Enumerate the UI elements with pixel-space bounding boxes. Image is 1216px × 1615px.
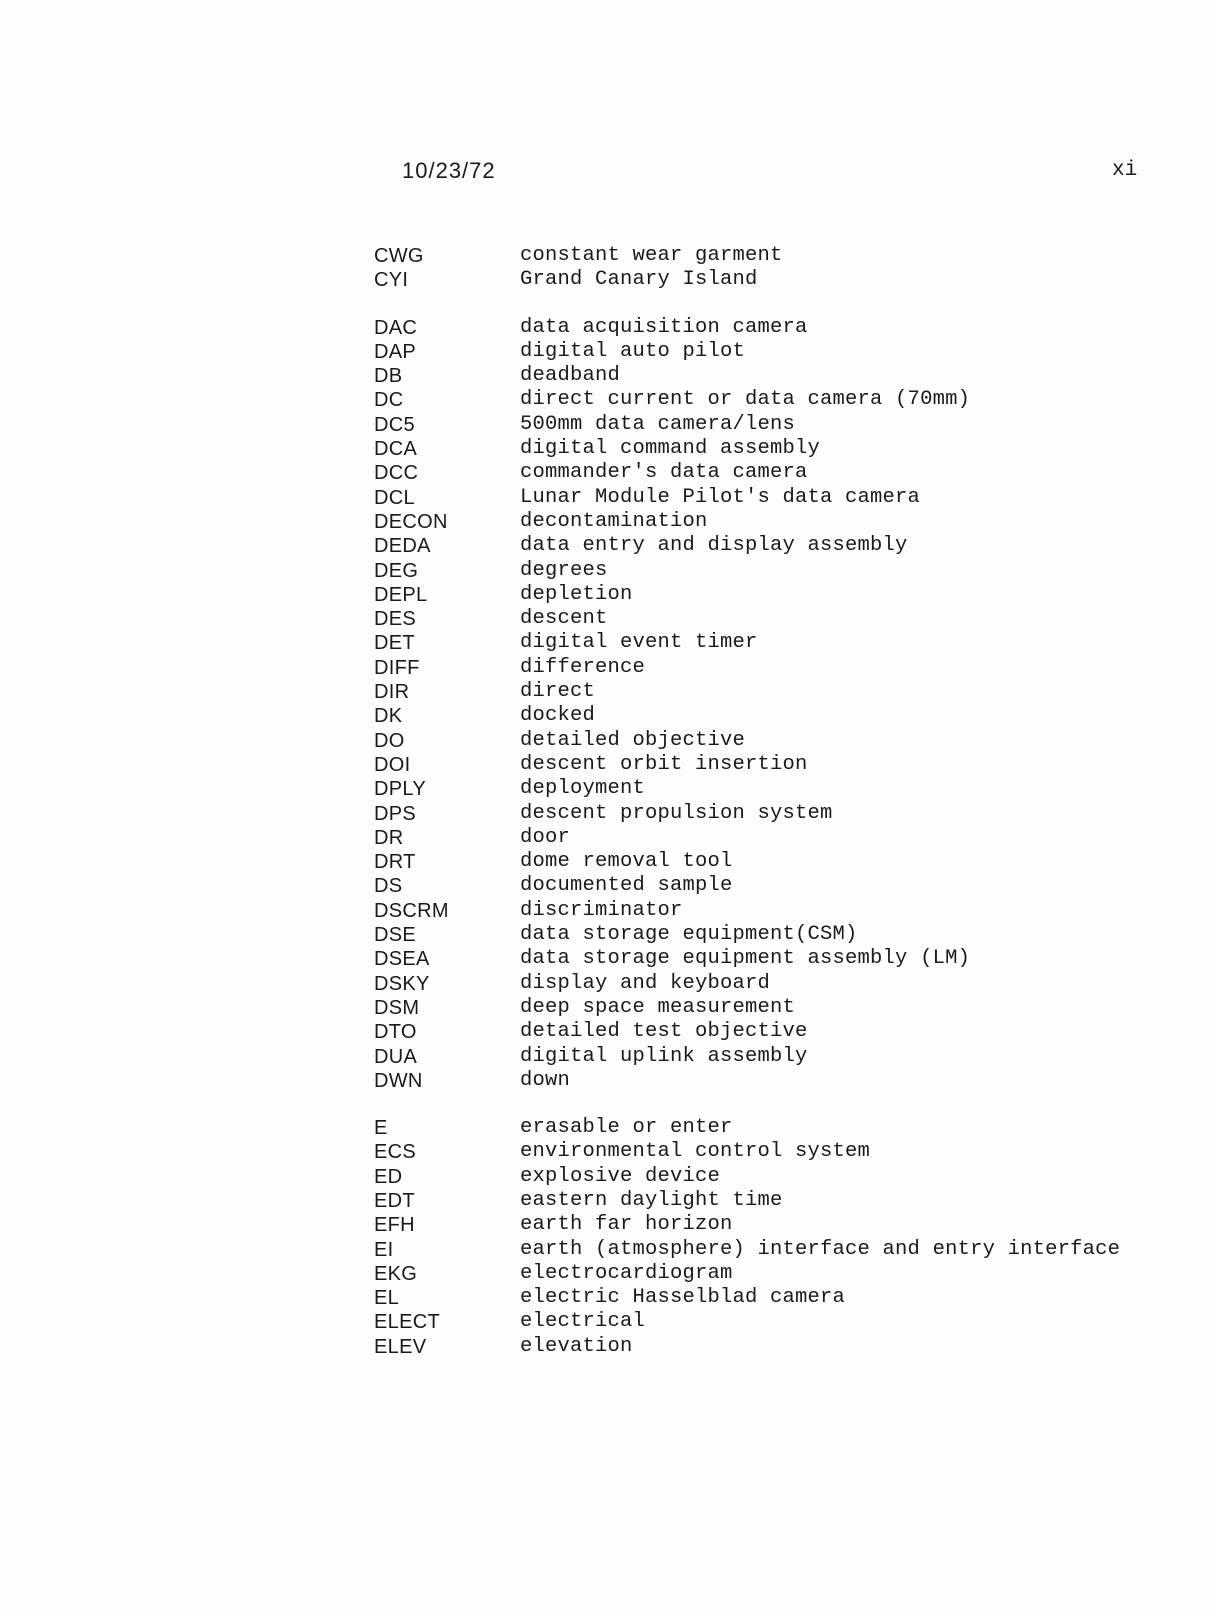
definition: direct current or data camera (70mm) — [520, 388, 971, 412]
abbreviation: DOI — [374, 753, 411, 776]
abbreviation: DC — [374, 389, 404, 412]
definition: environmental control system — [520, 1140, 871, 1164]
glossary-entry — [374, 1238, 1174, 1262]
definition: descent orbit insertion — [520, 752, 808, 776]
glossary-entry — [374, 1286, 1174, 1310]
glossary-entry — [374, 1020, 1174, 1044]
glossary-entry — [374, 753, 1174, 777]
abbreviation: DAP — [374, 340, 417, 363]
definition: explosive device — [520, 1164, 721, 1188]
definition: descent — [520, 607, 608, 631]
definition: documented sample — [520, 874, 733, 898]
abbreviation: E — [374, 1117, 388, 1140]
definition: earth far horizon — [520, 1213, 733, 1237]
definition: elevation — [520, 1334, 633, 1358]
abbreviation: CWG — [374, 245, 424, 267]
definition: deadband — [520, 364, 621, 388]
definition: display and keyboard — [520, 971, 771, 995]
definition: detailed test objective — [520, 1020, 808, 1044]
header-date: 10/23/72 — [402, 158, 496, 183]
abbreviation: DCL — [374, 486, 415, 509]
abbreviation: ELECT — [374, 1311, 440, 1334]
glossary-entry — [374, 1140, 1174, 1164]
abbreviation: DR — [374, 826, 404, 849]
definition: discriminator — [520, 898, 683, 922]
definition: descent propulsion system — [520, 801, 833, 825]
definition: electrocardiogram — [520, 1261, 733, 1285]
glossary-entry — [374, 972, 1174, 996]
glossary-entry — [374, 1310, 1174, 1334]
abbreviation: DRT — [374, 851, 416, 874]
abbreviation: CYI — [374, 269, 409, 292]
glossary-entry — [374, 364, 1174, 388]
abbreviation: DS — [374, 875, 403, 898]
definition: dome removal tool — [520, 850, 733, 874]
glossary-entry — [374, 996, 1174, 1020]
glossary-entry — [374, 534, 1174, 558]
definition: decontamination — [520, 509, 708, 533]
definition: Lunar Module Pilot's data camera — [520, 485, 921, 509]
glossary-entry — [374, 826, 1174, 850]
definition: data entry and display assembly — [520, 534, 908, 558]
glossary-entry — [374, 802, 1174, 826]
glossary-entry — [374, 1165, 1174, 1189]
definition: deployment — [520, 777, 646, 801]
definition: degrees — [520, 558, 608, 582]
definition: direct — [520, 680, 596, 704]
definition: eastern daylight time — [520, 1188, 783, 1212]
abbreviation-glossary — [374, 244, 1174, 1359]
definition: data storage equipment(CSM) — [520, 923, 858, 947]
glossary-entry — [374, 680, 1174, 704]
abbreviation: DC5 — [374, 413, 415, 436]
abbreviation: EDT — [374, 1189, 415, 1212]
glossary-entry — [374, 923, 1174, 947]
definition: door — [520, 825, 571, 849]
abbreviation: EKG — [374, 1262, 418, 1285]
glossary-entry — [374, 437, 1174, 461]
abbreviation: DET — [374, 632, 415, 655]
abbreviation: DIFF — [374, 656, 420, 679]
glossary-entry — [374, 1213, 1174, 1237]
glossary-entry — [374, 559, 1174, 583]
abbreviation: DEDA — [374, 535, 431, 558]
definition: detailed objective — [520, 728, 746, 752]
abbreviation: DES — [374, 608, 417, 631]
glossary-entry — [374, 413, 1174, 437]
glossary-entry — [374, 631, 1174, 655]
abbreviation: DTO — [374, 1021, 417, 1044]
definition: digital event timer — [520, 631, 758, 655]
glossary-entry — [374, 729, 1174, 753]
definition: digital command assembly — [520, 437, 821, 461]
abbreviation: DAC — [374, 316, 418, 339]
definition: digital uplink assembly — [520, 1044, 808, 1068]
glossary-entry — [374, 1116, 1174, 1140]
abbreviation: EI — [374, 1238, 394, 1261]
glossary-entry — [374, 268, 1174, 292]
abbreviation: DPLY — [374, 778, 426, 801]
page-number: xi — [1112, 159, 1138, 182]
definition: data storage equipment assembly (LM) — [520, 947, 971, 971]
abbreviation: DCA — [374, 438, 418, 461]
glossary-entry — [374, 947, 1174, 971]
glossary-group — [374, 316, 1174, 1094]
abbreviation: DUA — [374, 1045, 418, 1068]
abbreviation: ED — [374, 1165, 403, 1188]
abbreviation: DECON — [374, 510, 448, 533]
abbreviation: DSCRM — [374, 899, 449, 922]
definition: electric Hasselblad camera — [520, 1286, 846, 1310]
glossary-entry — [374, 704, 1174, 728]
definition: erasable or enter — [520, 1116, 733, 1140]
definition: electrical — [520, 1310, 646, 1334]
glossary-entry — [374, 607, 1174, 631]
definition: commander's data camera — [520, 461, 808, 485]
glossary-entry — [374, 874, 1174, 898]
definition: 500mm data camera/lens — [520, 412, 796, 436]
glossary-group — [374, 1116, 1174, 1359]
glossary-entry — [374, 850, 1174, 874]
abbreviation: EL — [374, 1287, 400, 1310]
glossary-entry — [374, 340, 1174, 364]
abbreviation: DSM — [374, 996, 420, 1019]
abbreviation: EFH — [374, 1214, 415, 1237]
abbreviation: DSE — [374, 924, 417, 947]
abbreviation: DIR — [374, 681, 410, 704]
abbreviation: DEPL — [374, 583, 428, 606]
definition: docked — [520, 704, 596, 728]
glossary-entry — [374, 1335, 1174, 1359]
glossary-entry — [374, 244, 1174, 268]
definition: earth (atmosphere) interface and entry interface — [520, 1237, 1121, 1261]
abbreviation: DB — [374, 365, 403, 388]
abbreviation: DEG — [374, 559, 419, 582]
glossary-entry — [374, 1189, 1174, 1213]
definition: down — [520, 1068, 571, 1092]
abbreviation: DO — [374, 729, 405, 752]
glossary-entry — [374, 388, 1174, 412]
abbreviation: DSKY — [374, 972, 430, 995]
definition: depletion — [520, 582, 633, 606]
glossary-entry — [374, 316, 1174, 340]
definition: deep space measurement — [520, 995, 796, 1019]
abbreviation: DSEA — [374, 948, 430, 971]
definition: difference — [520, 655, 646, 679]
abbreviation: ELEV — [374, 1335, 427, 1358]
glossary-entry — [374, 510, 1174, 534]
abbreviation: DCC — [374, 462, 419, 485]
glossary-group — [374, 244, 1174, 293]
glossary-entry — [374, 461, 1174, 485]
glossary-entry — [374, 777, 1174, 801]
definition: data acquisition camera — [520, 315, 808, 339]
glossary-entry — [374, 583, 1174, 607]
glossary-entry — [374, 899, 1174, 923]
abbreviation: ECS — [374, 1141, 417, 1164]
abbreviation: DK — [374, 705, 403, 728]
glossary-entry — [374, 1045, 1174, 1069]
definition: constant wear garment — [520, 244, 783, 267]
glossary-entry — [374, 486, 1174, 510]
glossary-entry — [374, 1069, 1174, 1093]
definition: digital auto pilot — [520, 339, 746, 363]
glossary-entry — [374, 1262, 1174, 1286]
abbreviation: DPS — [374, 802, 417, 825]
glossary-entry — [374, 656, 1174, 680]
abbreviation: DWN — [374, 1069, 423, 1092]
definition: Grand Canary Island — [520, 268, 758, 292]
